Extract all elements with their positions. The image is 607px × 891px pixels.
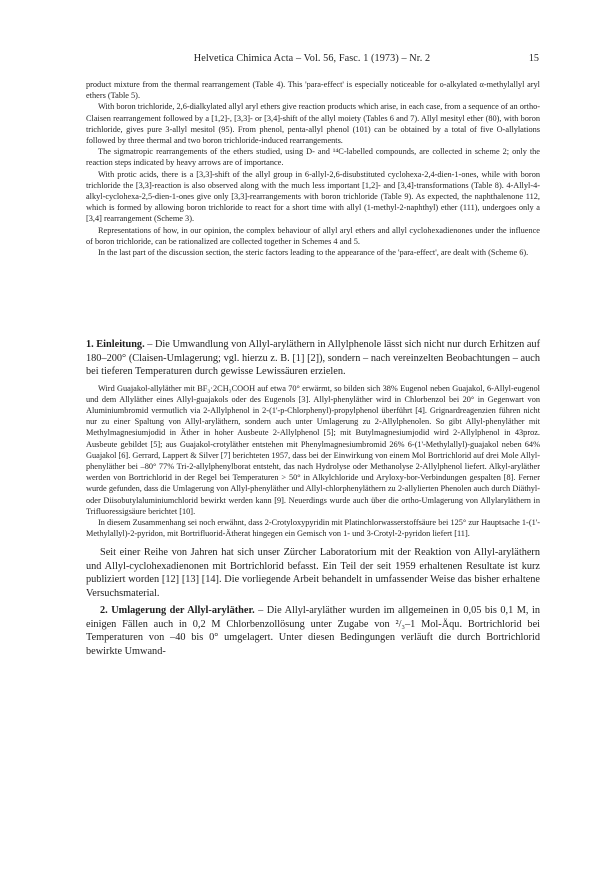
summary-paragraph: With boron trichloride, 2,6-dialkylated allyl aryl ethers give reaction products which arise, in each case, from a sequence of an ortho-Claisen rearrangement followed by a [1,2]-, [3,3]- or [3,4]-shift of the allyl moiety (Tables 6 and 7). Allyl mesityl ether (80), with boron trichloride, gives pure 3-allyl mesitol (95). From phenol, penta-allyl phenol (101) can be obtained by a total of five O-allylations followed by three thermal and two boron trichloride-induced rearrangements. — [86, 102, 541, 146]
page-number: 15 — [528, 53, 539, 64]
section2-text: – Die Allyl-aryläther wurden im allgemeinen in 0,05 bis 0,1 M, in einigen Fällen auch in 0,2 M Chlorbenzollösung unter Zugabe von ²/₃–1 Mol-Äqu. Bortrichlorid bei Temperaturen von –40 bis 0° umgelagert. Unter diesen Bedingungen verläuft die durch Bortrichlorid bewirkte Umwand- — [86, 605, 541, 657]
einleitung-intro-paragraph — [86, 338, 540, 379]
english-summary — [86, 79, 540, 258]
page-header — [85, 53, 539, 67]
running-head: Helvetica Chimica Acta – Vol. 56, Fasc. 1 (1973) – Nr. 2 — [193, 53, 431, 64]
summary-paragraph: In the last part of the discussion section, the steric factors leading to the appearance of the 'para-effect', are dealt with (Scheme 6). — [98, 248, 529, 258]
summary-paragraph: With protic acids, there is a [3,3]-shift of the allyl group in 6-allyl-2,6-disubstituted cyclohexa-2,4-dien-1-ones, while with boron trichloride the [3,3]-reaction is also observed along with the much less important [1,2]- and [3,4]-transformations (Table 8). 4-Allyl-4-alkyl-cyclohexa-2,5-dien-1-ones give only [3,3]-rearrangements with boron trichloride (Table 9). As expected, the naphthalenone 112, which is formed by allowing boron trichloride to react for a short time with allyl (1-methyl-2-naphthyl) ether (111), undergoes only a [3,4] rearrangement (Scheme 3). — [86, 169, 540, 224]
literature-paragraph: Wird Guajakol-allyläther mit BF₃·2CH₃COOH auf etwa 70° erwärmt, so bilden sich 38% Eugenol neben Guajakol, 6-Allyl-eugenol und dem Allyläther eines Allyl-guajakols oder des Eugenols [3]. Allyl-phenyläther wird in Chlorbenzol bei 20° in Gegenwart von Aluminiumbromid vermutlich via 2-Allylphenol in 2-(1'-p-Chlorphenyl)-propylphenol überführt [4]. Grignardreagenzien führen nicht nur zu einer Spaltung von Allyl-aryläthern, sondern auch unter Umlagerung zu 2-Allylphenolen. So gibt Allyl-phenyläther mit Methylmagnesiumjodid in Äther in hoher Ausbeute 2-Allylphenol [5]; mit Butylmagnesiumjodid wird 2-Allylphenol in 43proz. Ausbeute gebildet [5]; aus Guajakol-crotyläther entstehen mit Phenylmagnesiumbromid 26% 6-(1'-Methylallyl)-guajakol neben 64% Guajakol [6]. Gerrard, Lappert & Silver [7] berichteten 1957, dass bei der Einwirkung von einem Mol Bortrichlorid auf drei Mole Allyl-phenyläther bei –80° 77% Tri-2-allylphenylborat entsteht, das nach Hydrolyse oder Methanolyse 2-Allylphenol liefert. Alkyl-aryläther werden von Bortrichlorid in der Regel bei Temperaturen > 50° in Alkylchloride und Aryloxy-bor-Verbindungen gespalten [8]. Ferner wurde gefunden, dass die Umlagerung von Allyl-phenyläther und Allyl-chlorphenyläthern zu 2-allylierten Phenolen auch durch Diäthyl- oder Diisobutylaluminiumchlorid bewirkt werden kann [9]. Neuerdings wurde auch über die ortho-Umlagerung von Allylaryläthern in Trifluoressigsäure berichtet [10]. — [86, 383, 540, 516]
summary-paragraph: The sigmatropic rearrangements of the ethers studied, using D- and ¹⁴C-labelled compounds, are collected in scheme 2; only the reaction steps indicated by heavy arrows are of importance. — [86, 147, 540, 168]
einleitung-closing-paragraph: Seit einer Reihe von Jahren hat sich unser Zürcher Laboratorium mit der Reaktion von Allyl-aryläthern und Allyl-cyclohexadienonen mit Bortrichlorid befasst. Ein Teil der seit 1959 erhaltenen Resultate ist kurz publiziert worden [12] [13] [14]. Die vorliegende Arbeit behandelt in umfassender Weise das bisher erhaltene Versuchsmaterial. — [86, 547, 540, 599]
section-einleitung — [86, 338, 540, 658]
section2-paragraph — [86, 604, 540, 658]
section-heading: 1. Einleitung. — [86, 339, 145, 350]
section-heading: 2. Umlagerung der Allyl-aryläther. — [100, 605, 255, 617]
literature-paragraph: In diesem Zusammenhang sei noch erwähnt, dass 2-Crotyloxypyridin mit Platinchlorwasserstoffsäure bei 125° zur Hauptsache 1-(1'-Methylallyl)-2-pyridon, mit Bortrifluorid-Ätherat hingegen ein Gemisch von 1- und 3-Crotyl-2-pyridon liefert [11]. — [86, 517, 540, 539]
summary-paragraph: product mixture from the thermal rearrangement (Table 4). This 'para-effect' is especially noticeable for o-alkylated α-methylallyl aryl ethers (Table 5). — [86, 80, 540, 101]
summary-paragraph: Representations of how, in our opinion, the complex behaviour of allyl aryl ethers and allyl cyclohexadienones under the influence of boron trichloride, can be rationalized are collected together in Schemes 4 and 5. — [86, 225, 540, 246]
einleitung-intro-text: – Die Umwandlung von Allyl-aryläthern in Allylphenole lässt sich nicht nur durch Erhitzen auf 180–200° (Claisen-Umlagerung; vgl. hierzu z. B. [1] [2]), sondern – nach vereinzelten Beobachtungen – auch bei tieferen Temperaturen durch gewisse Lewissäuren erzielen. — [86, 339, 541, 377]
